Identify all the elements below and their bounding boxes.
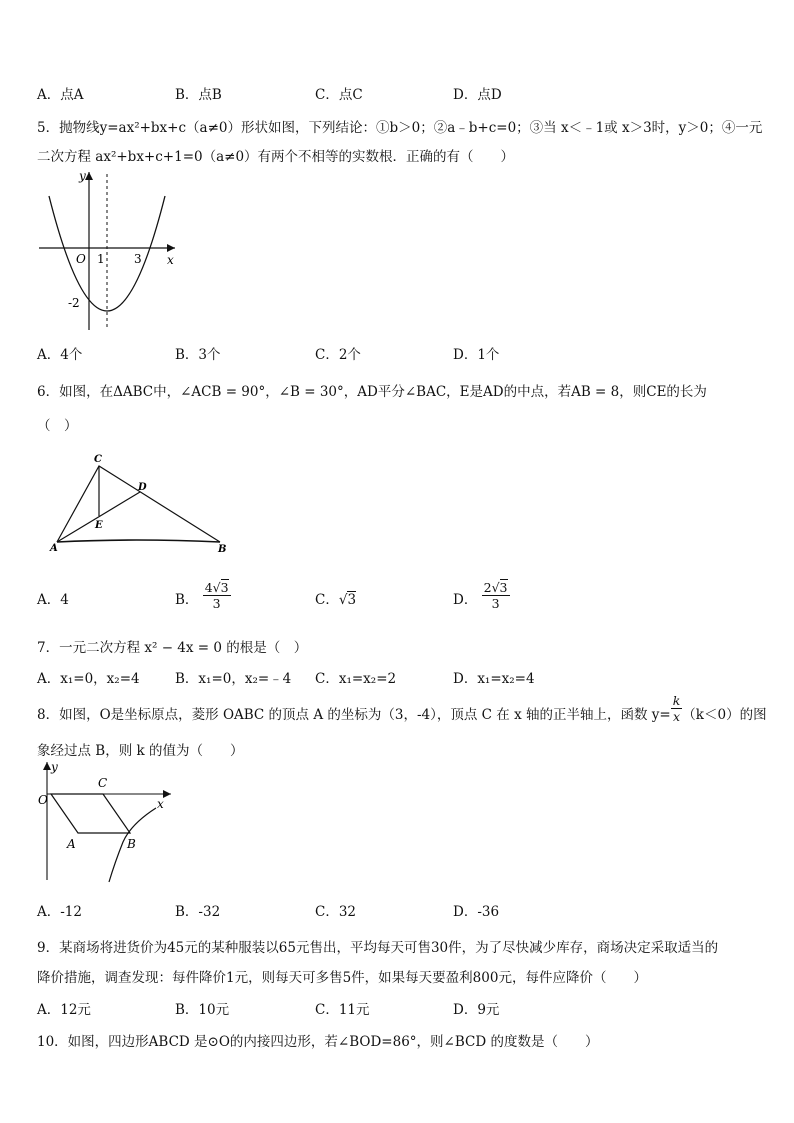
q8-label-a: A bbox=[67, 837, 76, 851]
q8-option-b: B．-32 bbox=[175, 904, 221, 920]
q5-y-arrow-icon bbox=[85, 172, 93, 180]
q6-triangle-figure bbox=[45, 450, 235, 555]
q5-origin-label: O bbox=[76, 252, 86, 266]
q8-x-label: x bbox=[157, 797, 164, 811]
q7-option-c: C．x₁=x₂=2 bbox=[315, 671, 397, 687]
q5-x-tick-3: 3 bbox=[134, 252, 142, 266]
q8-frac-numerator: k bbox=[672, 693, 681, 708]
q5-y-label: y bbox=[79, 169, 86, 183]
q6-option-b-coef: 4 bbox=[204, 580, 213, 595]
q6-sides-ac-cb bbox=[57, 466, 220, 542]
q4-option-c: C．点C bbox=[315, 87, 363, 103]
q8-function-fraction bbox=[671, 693, 683, 724]
q6-options bbox=[37, 580, 757, 622]
q7-option-d: D．x₁=x₂=4 bbox=[453, 671, 535, 687]
q5-option-b: B．3个 bbox=[175, 347, 221, 363]
q8-option-d: D．-36 bbox=[453, 904, 500, 920]
q8-y-arrow-icon bbox=[43, 762, 51, 770]
q4-options bbox=[37, 83, 757, 103]
q6-option-d-den: 3 bbox=[491, 596, 500, 611]
q5-x-arrow-icon bbox=[167, 244, 175, 252]
q8-option-c: C．32 bbox=[315, 904, 357, 920]
q5-y-tick-neg2: -2 bbox=[68, 296, 80, 310]
q8-label-c: C bbox=[98, 776, 108, 790]
q6-option-b bbox=[175, 580, 231, 611]
q6-option-c-prefix: C． bbox=[315, 592, 339, 608]
q5-options bbox=[37, 343, 757, 363]
q8-rhombus-figure bbox=[35, 758, 175, 886]
q6-stem-line1: 6．如图，在ΔABC中，∠ACB = 90°，∠B = 30°，AD平分∠BAC，E是AD的中点，若AB = 8，则CE的长为 bbox=[37, 384, 707, 400]
q6-option-b-den: 3 bbox=[212, 596, 221, 611]
q4-option-a: A．点A bbox=[37, 87, 84, 103]
q8-options bbox=[37, 900, 757, 920]
q7-option-b: B．x₁=0，x₂=﹣4 bbox=[175, 671, 292, 687]
q6-label-a: A bbox=[50, 543, 58, 554]
q6-option-c-radicand: 3 bbox=[347, 592, 357, 608]
q7-stem: 7．一元二次方程 x² − 4x = 0 的根是（ ） bbox=[37, 640, 308, 656]
q8-y-label: y bbox=[51, 760, 58, 774]
q6-stem-line2: （ ） bbox=[37, 418, 78, 434]
q5-option-a: A．4个 bbox=[37, 347, 83, 363]
q6-label-c: C bbox=[94, 454, 102, 465]
q6-option-d-coef: 2 bbox=[483, 580, 492, 595]
q5-x-tick-1: 1 bbox=[97, 252, 105, 266]
q8-stem-line1 bbox=[37, 693, 767, 724]
q8-label-o: O bbox=[38, 793, 48, 807]
q6-option-d-fraction: $\frac{2√3}{3}$ bbox=[483, 580, 508, 611]
q5-x-label: x bbox=[167, 253, 174, 267]
q8-x-arrow-icon bbox=[163, 790, 171, 798]
q6-label-b: B bbox=[218, 544, 227, 555]
q6-option-b-radicand: 3 bbox=[220, 580, 229, 595]
q4-option-d: D．点D bbox=[453, 87, 502, 103]
q6-option-c: C．√3 bbox=[315, 592, 357, 608]
q6-option-d-radicand: 3 bbox=[499, 580, 508, 595]
q8-rhombus-oabc bbox=[51, 794, 130, 833]
q6-side-ab bbox=[57, 540, 220, 542]
q8-stem-line2: 象经过点 B，则 k 的值为（ ） bbox=[37, 743, 244, 759]
q9-stem-line2: 降价措施，调查发现：每件降价1元，则每天可多售5件，如果每天要盈利800元，每件应降价（ ） bbox=[37, 970, 647, 986]
q6-option-b-prefix: B． bbox=[175, 592, 199, 608]
q6-option-b-fraction: $\frac{4√3}{3}$ bbox=[204, 580, 229, 611]
q5-stem-line1: 5．抛物线y=ax²+bx+c（a≠0）形状如图，下列结论：①b＞0；②a﹣b+c=0；③当 x＜﹣1或 x＞3时，y＞0；④一元 bbox=[37, 120, 763, 136]
q9-stem-line1: 9．某商场将进货价为45元的某种服装以65元售出，平均每天可售30件，为了尽快减少库存，商场决定采取适当的 bbox=[37, 940, 719, 956]
q6-option-a: A．4 bbox=[37, 592, 69, 608]
q9-option-b: B．10元 bbox=[175, 1002, 230, 1018]
q5-parabola-figure bbox=[35, 166, 185, 336]
q8-option-a: A．-12 bbox=[37, 904, 82, 920]
q7-option-a: A．x₁=0，x₂=4 bbox=[37, 671, 140, 687]
q9-option-a: A．12元 bbox=[37, 1002, 91, 1018]
q5-option-d: D．1个 bbox=[453, 347, 500, 363]
q8-frac-denominator: x bbox=[672, 709, 681, 724]
q6-label-d: D bbox=[138, 482, 147, 493]
q8-stem-part2: （k＜0）的图 bbox=[682, 707, 767, 723]
q9-option-d: D．9元 bbox=[453, 1002, 500, 1018]
q4-option-b: B．点B bbox=[175, 87, 222, 103]
q9-option-c: C．11元 bbox=[315, 1002, 370, 1018]
q8-stem-part1: 8．如图，O是坐标原点，菱形 OABC 的顶点 A 的坐标为（3，-4），顶点 C 在 x 轴的正半轴上，函数 y= bbox=[37, 707, 671, 723]
q7-options bbox=[37, 667, 757, 687]
q6-option-d bbox=[453, 580, 510, 611]
q5-stem-line2: 二次方程 ax²+bx+c+1=0（a≠0）有两个不相等的实数根．正确的有（ ） bbox=[37, 149, 515, 165]
q10-stem: 10．如图，四边形ABCD 是⊙O的内接四边形，若∠BOD=86°，则∠BCD 的度数是（ ） bbox=[37, 1034, 599, 1050]
q6-label-e: E bbox=[95, 520, 103, 531]
q5-option-c: C．2个 bbox=[315, 347, 361, 363]
q6-option-d-prefix: D． bbox=[453, 592, 478, 608]
q9-options bbox=[37, 998, 757, 1018]
q8-label-b: B bbox=[127, 837, 136, 851]
